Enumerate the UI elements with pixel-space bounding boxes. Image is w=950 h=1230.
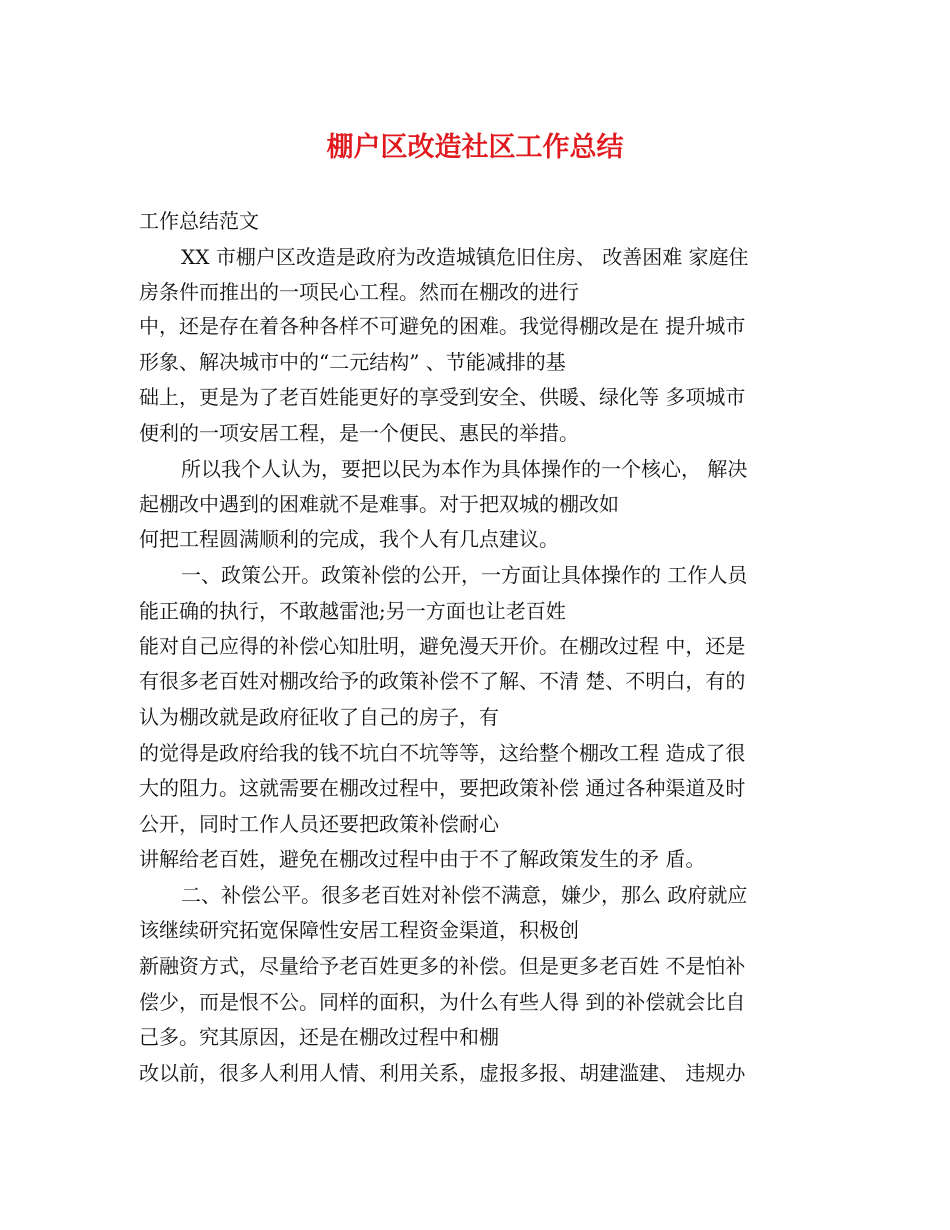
body-line: 改以前，很多人利用人情、利用关系，虚报多报、胡建滥建、 违规办 <box>139 1061 746 1085</box>
body-line: 二、补偿公平。很多老百姓对补偿不满意，嫌少，那么 政府就应 <box>181 883 748 907</box>
subtitle-line: 工作总结范文 <box>139 209 259 233</box>
body-line: 的觉得是政府给我的钱不坑白不坑等等，这给整个棚改工程 造成了很 <box>139 741 746 765</box>
body-line: 能对自己应得的补偿心知肚明，避免漫天开价。在棚改过程 中，还是 <box>139 634 746 658</box>
body-line: 讲解给老百姓，避免在棚改过程中由于不了解政策发生的矛 盾。 <box>139 847 706 871</box>
body-line: 认为棚改就是政府征收了自己的房子，有 <box>139 705 499 729</box>
body-line: 有很多老百姓对棚改给予的政策补偿不了解、不清 楚、不明白，有的 <box>139 669 746 693</box>
body-line: XX 市棚户区改造是政府为改造城镇危旧住房、 改善困难 家庭住 <box>181 245 749 269</box>
body-line: 新融资方式，尽量给予老百姓更多的补偿。但是更多老百姓 不是怕补 <box>139 954 746 978</box>
body-line: 该继续研究拓宽保障性安居工程资金渠道，积极创 <box>139 918 579 942</box>
body-line: 中，还是存在着各种各样不可避免的困难。我觉得棚改是在 提升城市 <box>139 314 746 338</box>
body-line: 起棚改中遇到的困难就不是难事。对于把双城的棚改如 <box>139 492 619 516</box>
body-line: 公开，同时工作人员还要把政策补偿耐心 <box>139 812 499 836</box>
body-line: 偿少，而是恨不公。同样的面积，为什么有些人得 到的补偿就会比自 <box>139 990 746 1014</box>
body-line: 础上，更是为了老百姓能更好的享受到安全、供暖、绿化等 多项城市 <box>139 385 746 409</box>
body-line: 所以我个人认为，要把以民为本作为具体操作的一个核心， 解决 <box>181 457 748 481</box>
body-line: 房条件而推出的一项民心工程。然而在棚改的进行 <box>139 280 579 304</box>
body-line: 能正确的执行，不敢越雷池;另一方面也让老百姓 <box>139 599 566 623</box>
document-title: 棚户区改造社区工作总结 <box>326 132 624 163</box>
body-line: 一、政策公开。政策补偿的公开，一方面让具体操作的 工作人员 <box>181 563 748 587</box>
body-line: 大的阻力。这就需要在棚改过程中，要把政策补偿 通过各种渠道及时 <box>139 776 746 800</box>
body-line: 何把工程圆满顺利的完成，我个人有几点建议。 <box>139 527 559 551</box>
body-line: 便利的一项安居工程，是一个便民、惠民的举措。 <box>139 421 579 445</box>
body-line: 形象、解决城市中的“二元结构” 、节能减排的基 <box>139 350 566 374</box>
body-line: 己多。究其原因，还是在棚改过程中和棚 <box>139 1025 499 1049</box>
